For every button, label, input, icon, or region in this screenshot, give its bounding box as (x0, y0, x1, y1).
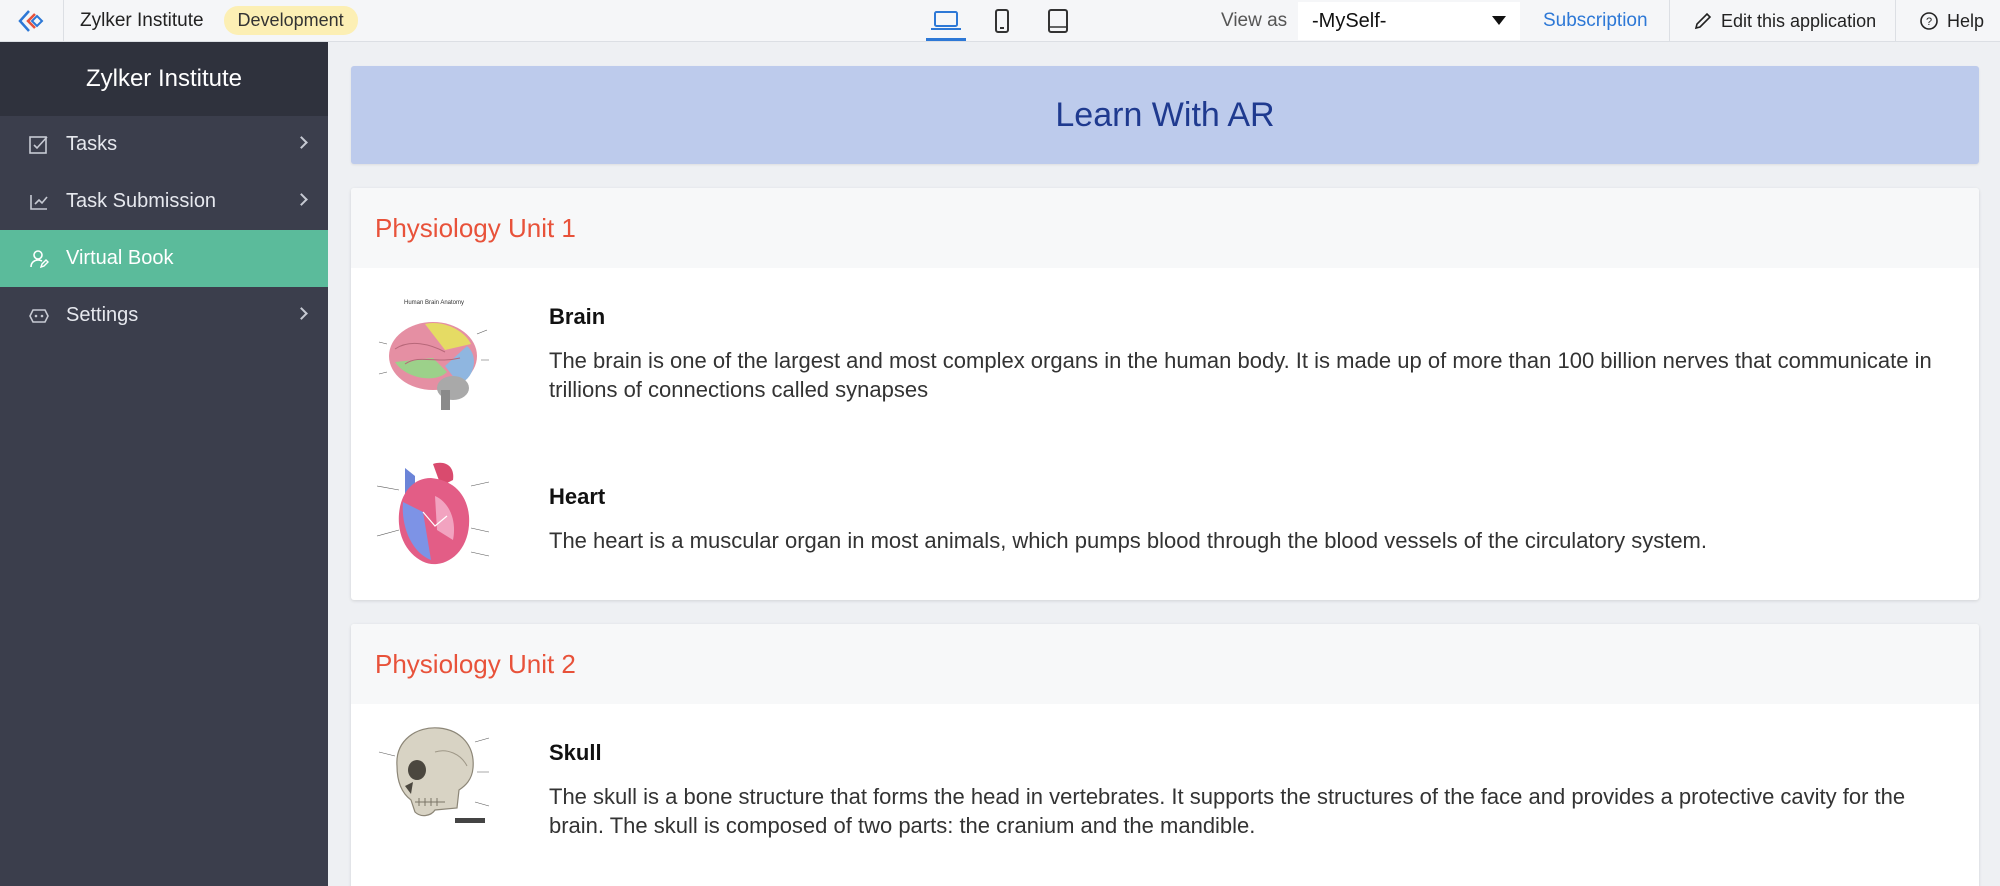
brain-image (375, 294, 493, 414)
item-title: Skull (549, 740, 602, 765)
help-button[interactable] (1919, 0, 1984, 42)
task-icon (28, 134, 50, 156)
chevron-right-icon (295, 307, 308, 320)
item-title: Heart (549, 484, 606, 509)
sidebar (0, 42, 328, 886)
sidebar-item-label: Task Submission (66, 190, 217, 212)
main-content (328, 42, 2000, 886)
sidebar-title: Zylker Institute (0, 42, 328, 116)
submission-icon (28, 191, 50, 213)
heart-image (375, 456, 493, 576)
tablet-icon (1046, 8, 1070, 34)
item-description: The heart is a muscular organ in most animals, which pumps blood through the blood vessels of the circulatory system. (549, 528, 1707, 553)
thumb-caption: Human Brain Anatomy (403, 300, 465, 306)
view-as-label: View as (1221, 10, 1288, 31)
tablet-view-button[interactable] (1030, 0, 1086, 42)
app-name[interactable]: Zylker Institute (80, 9, 204, 31)
item-title: Brain (549, 304, 606, 329)
user-edit-icon (28, 248, 50, 270)
sidebar-item-settings[interactable] (0, 287, 328, 344)
sidebar-item-task-submission[interactable] (0, 173, 328, 230)
page-banner (351, 66, 1979, 164)
pencil-icon (1693, 11, 1713, 31)
view-as-value: -MySelf- (1312, 9, 1387, 32)
chevron-right-icon (295, 136, 308, 149)
subscription-link[interactable]: Subscription (1543, 10, 1648, 31)
unit-title: Physiology Unit 2 (351, 624, 1979, 704)
item-description: The brain is one of the largest and most complex organs in the human body. It is made up of more than 100 billion nerves that communicate in trillions of connections called synapses (549, 348, 1932, 402)
divider (1669, 0, 1670, 42)
sidebar-item-virtual-book[interactable] (0, 230, 328, 287)
sidebar-item-label: Virtual Book (66, 247, 174, 269)
laptop-icon (929, 9, 963, 33)
unit-card (351, 188, 1979, 600)
list-item[interactable] (351, 448, 1979, 600)
logo-icon (17, 8, 47, 34)
help-label: Help (1947, 10, 1985, 31)
desktop-view-button[interactable] (918, 0, 974, 42)
skull-image (375, 712, 493, 832)
item-description: The skull is a bone structure that forms the head in vertebrates. It supports the structures of the face and provides a protective cavity for the brain. The skull is composed of two parts: the cranium and the mandible. (549, 784, 1906, 838)
list-item[interactable] (351, 268, 1979, 448)
environment-badge[interactable]: Development (224, 6, 358, 35)
divider (1895, 0, 1896, 42)
chevron-right-icon (295, 193, 308, 206)
sidebar-item-tasks[interactable] (0, 116, 328, 173)
settings-icon (28, 305, 50, 327)
unit-title: Physiology Unit 1 (351, 188, 1979, 268)
edit-application-button[interactable] (1693, 0, 1876, 42)
unit-card (351, 624, 1979, 886)
view-as-dropdown[interactable] (1298, 2, 1520, 40)
sidebar-item-label: Tasks (66, 133, 118, 155)
list-item[interactable] (351, 704, 1979, 884)
sidebar-item-label: Settings (66, 304, 139, 326)
mobile-view-button[interactable] (974, 0, 1030, 42)
svg-text:?: ? (1925, 16, 1933, 28)
caret-down-icon (1492, 16, 1506, 25)
app-logo[interactable] (0, 0, 64, 42)
edit-application-label: Edit this application (1721, 10, 1877, 31)
device-switcher (918, 0, 1086, 42)
page-title: Learn With AR (1055, 95, 1275, 134)
top-bar (0, 0, 2000, 42)
phone-icon (992, 8, 1012, 34)
help-icon (1919, 11, 1939, 31)
